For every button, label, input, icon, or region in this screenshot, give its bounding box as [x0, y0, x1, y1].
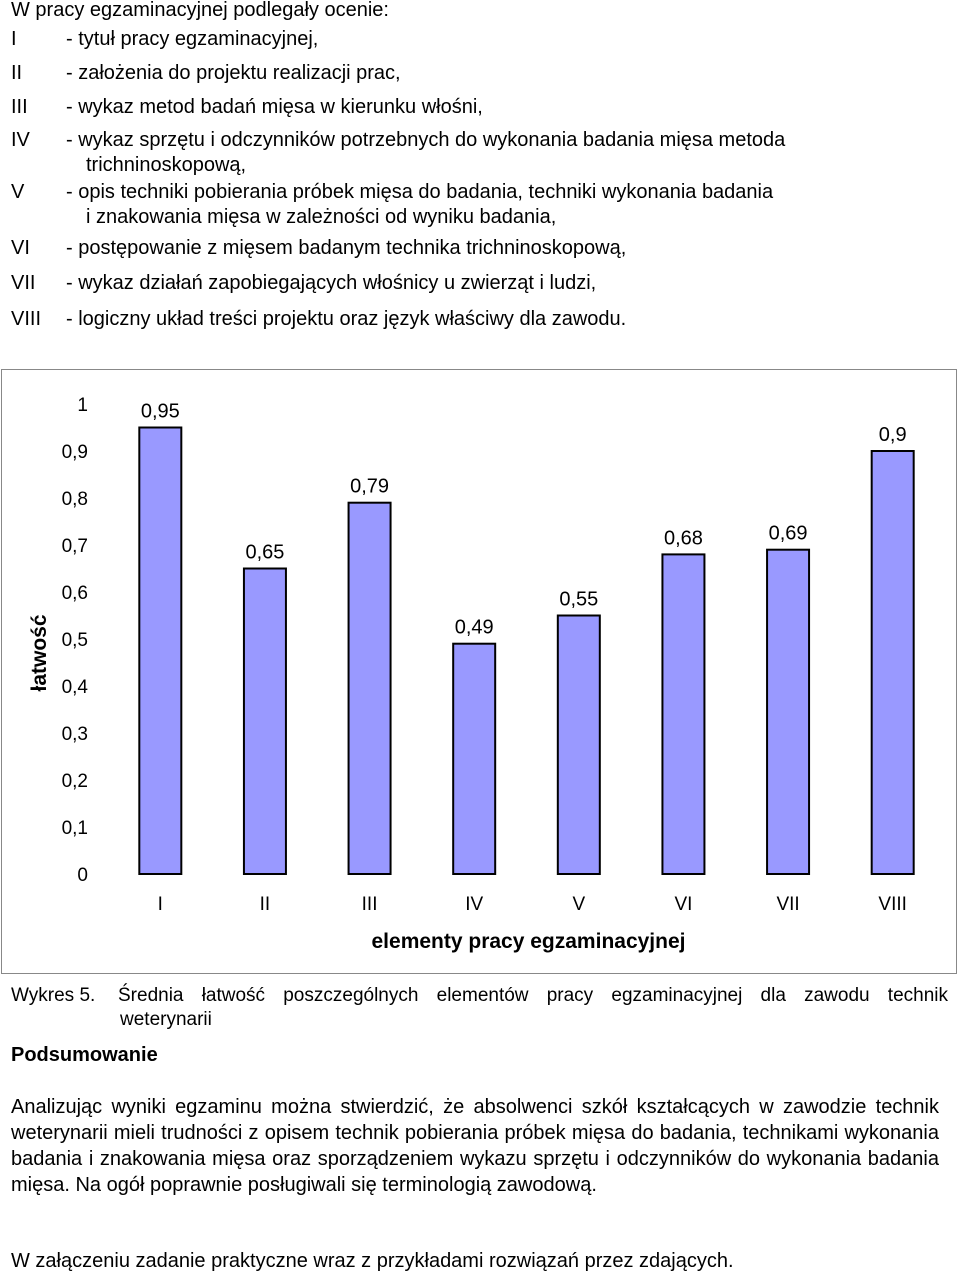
y-tick-label: 0,5 — [61, 630, 88, 651]
criterion-text: - założenia do projektu realizacji prac, — [66, 62, 401, 84]
criterion-text: - opis techniki pobierania próbek mięsa do badania, techniki wykonania badania — [66, 181, 774, 203]
bar — [558, 616, 600, 875]
bar — [453, 644, 495, 874]
bar-value-label: 0,9 — [878, 424, 907, 446]
x-tick-label: IV — [465, 894, 484, 915]
criterion-number: III — [11, 96, 28, 118]
caption-label: Wykres 5. — [11, 985, 96, 1006]
y-tick-label: 0,6 — [61, 583, 88, 604]
x-tick-label: V — [572, 894, 586, 915]
y-tick-label: 0,4 — [61, 677, 88, 698]
criterion-text-continued: i znakowania mięsa w zależności od wyniku badania, — [86, 206, 557, 228]
y-tick-label: 0 — [77, 865, 88, 886]
criterion-number: IV — [11, 129, 30, 151]
bar — [872, 451, 914, 874]
criterion-text-continued: trichninoskopową, — [86, 154, 247, 176]
section-heading: Podsumowanie — [11, 1044, 158, 1066]
criterion-number: VII — [11, 272, 36, 294]
x-tick-label: II — [259, 894, 271, 915]
y-tick-label: 0,9 — [61, 442, 88, 463]
criterion-text: - wykaz działań zapobiegających włośnicy u zwierząt i ludzi, — [66, 272, 597, 294]
summary-paragraph: Analizując wyniki egzaminu można stwierdzić, że absolwenci szkół kształcących w zawodzie technik weterynarii mieli trudności z opisem technik pobierania próbek mięsa do badania, technikami wykonania badania i znakowania mięsa oraz sporządzeniem wykazu sprzętu i odczynników do wykonania badania mięsa. Na ogół poprawnie posługiwali się terminologią zawodową. — [11, 1096, 939, 1196]
y-axis-title: łatwość — [28, 614, 51, 692]
criterion-text: - wykaz sprzętu i odczynników potrzebnych do wykonania badania mięsa metoda — [66, 129, 786, 151]
criterion-text: - postępowanie z mięsem badanym technika trichninoskopową, — [66, 237, 627, 259]
bar-value-label: 0,69 — [768, 522, 808, 545]
x-tick-label: III — [361, 894, 378, 915]
y-tick-label: 0,2 — [61, 771, 88, 792]
y-tick-label: 0,7 — [61, 536, 88, 557]
x-axis-title: elementy pracy egzaminacyjnej — [371, 930, 686, 953]
y-tick-label: 1 — [77, 395, 88, 416]
criterion-text: - logiczny układ treści projektu oraz język właściwy dla zawodu. — [66, 308, 627, 330]
bar-value-label: 0,55 — [559, 588, 599, 611]
bar — [139, 428, 181, 875]
x-tick-label: VI — [674, 894, 693, 915]
y-tick-label: 0,3 — [61, 724, 88, 745]
criterion-text: - tytuł pracy egzaminacyjnej, — [66, 28, 319, 50]
caption-line-2: weterynarii — [120, 1009, 212, 1030]
caption-line-1: Średnia łatwość poszczególnych elementów pracy egzaminacyjnej dla zawodu technik — [118, 985, 948, 1006]
criterion-number: I — [11, 28, 17, 50]
bar-value-label: 0,65 — [245, 541, 285, 564]
bar-value-label: 0,79 — [350, 475, 390, 498]
criterion-number: V — [11, 181, 25, 203]
criterion-text: - wykaz metod badań mięsa w kierunku włośni, — [66, 96, 483, 118]
x-tick-label: VII — [776, 894, 800, 915]
y-tick-label: 0,1 — [61, 818, 88, 839]
x-tick-label: I — [157, 894, 163, 915]
criterion-number: VI — [11, 237, 30, 259]
bar-chart — [2, 370, 958, 975]
closing-sentence: W załączeniu zadanie praktyczne wraz z przykładami rozwiązań przez zdających. — [11, 1250, 734, 1272]
bar — [767, 550, 809, 874]
bar-value-label: 0,49 — [454, 616, 494, 639]
intro-text: W pracy egzaminacyjnej podlegały ocenie: — [11, 0, 389, 21]
bar-value-label: 0,95 — [140, 400, 180, 423]
bar — [662, 554, 704, 874]
bar — [349, 503, 391, 874]
y-tick-label: 0,8 — [61, 489, 88, 510]
criterion-number: VIII — [11, 308, 42, 330]
bar-value-label: 0,68 — [663, 527, 703, 550]
chart-frame — [1, 369, 957, 974]
criterion-number: II — [11, 62, 23, 84]
bar — [244, 569, 286, 875]
x-tick-label: VIII — [878, 894, 907, 915]
